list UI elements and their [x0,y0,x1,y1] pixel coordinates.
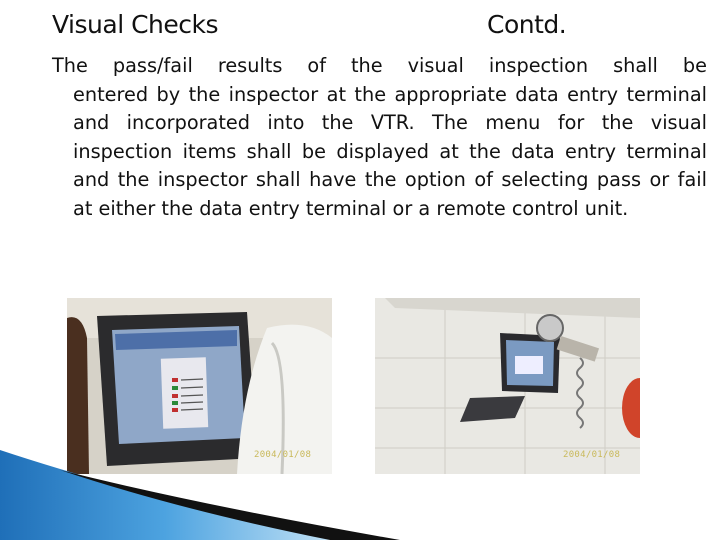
decorative-swoosh [0,450,420,540]
booth-photo-image [375,298,640,474]
paragraph-first-line: The pass/fail results of the visual inspection shall be [52,54,707,77]
body-paragraph [52,52,707,224]
slide-title-suffix: Contd. [487,10,567,39]
right-photo-date-stamp: 2004/01/08 [563,450,621,460]
terminal-photo-image [67,298,332,474]
photo-terminal-booth [375,298,640,474]
photo-inspector-terminal [67,298,332,474]
slide-title: Visual Checks [52,10,219,39]
left-photo-date-stamp: 2004/01/08 [254,450,312,460]
paragraph-rest: entered by the inspector at the appropriate data entry terminal and incorporated into the VTR. The menu for the visual inspection items shall be displayed at the data entry terminal and the inspector shall have the option of selecting pass or fail at either the data entry terminal or a remote control unit. [73,82,707,220]
